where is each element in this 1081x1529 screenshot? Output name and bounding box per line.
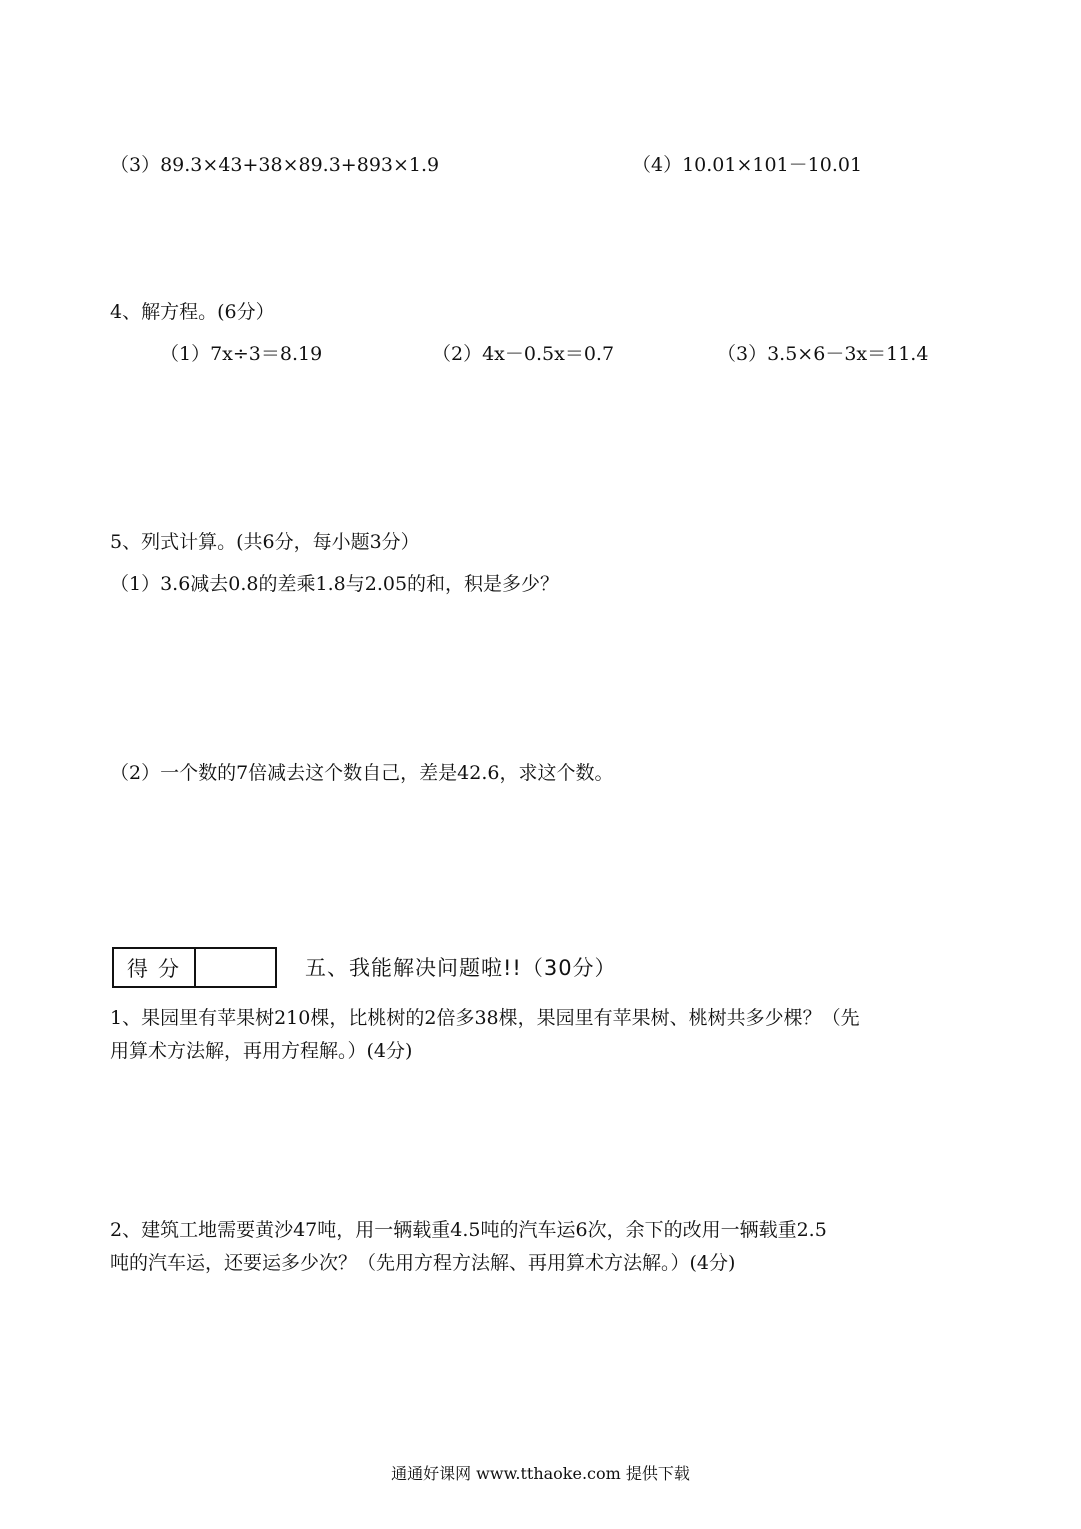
score-box [112, 947, 277, 988]
equation-3: （3）3.5×6－3x＝11.4 [717, 343, 929, 365]
footer-text: 通通好课网 www.tthaoke.com 提供下载 [391, 1464, 690, 1483]
score-label: 得分 [114, 949, 196, 986]
q5-item-2: （2）一个数的7倍减去这个数自己，差是42.6，求这个数。 [110, 762, 614, 784]
problem-1-line-1: 1、果园里有苹果树210棵，比桃树的2倍多38棵，果园里有苹果树、桃树共多少棵？（先 [110, 1007, 860, 1029]
problem-1-line-2: 用算术方法解，再用方程解。）(4分) [110, 1040, 413, 1062]
section-title: 五、我能解决问题啦!!（30分） [305, 956, 617, 980]
q4-heading: 4、解方程。(6分） [110, 301, 275, 323]
equation-1: （1）7x÷3＝8.19 [160, 343, 323, 365]
problem-2-line-1: 2、建筑工地需要黄沙47吨，用一辆载重4.5吨的汽车运6次，余下的改用一辆载重2.5 [110, 1219, 827, 1241]
equation-2: （2）4x－0.5x＝0.7 [432, 343, 615, 365]
problem-2-line-2: 吨的汽车运，还要运多少次？（先用方程方法解、再用算术方法解。）(4分) [110, 1252, 736, 1274]
q5-item-1: （1）3.6减去0.8的差乘1.8与2.05的和，积是多少？ [110, 573, 560, 595]
calc-item-3: （3）89.3×43+38×89.3+893×1.9 [110, 154, 440, 176]
calc-item-4: （4）10.01×101－10.01 [632, 154, 863, 176]
score-field[interactable] [196, 949, 275, 986]
q5-heading: 5、列式计算。(共6分，每小题3分） [110, 531, 420, 553]
